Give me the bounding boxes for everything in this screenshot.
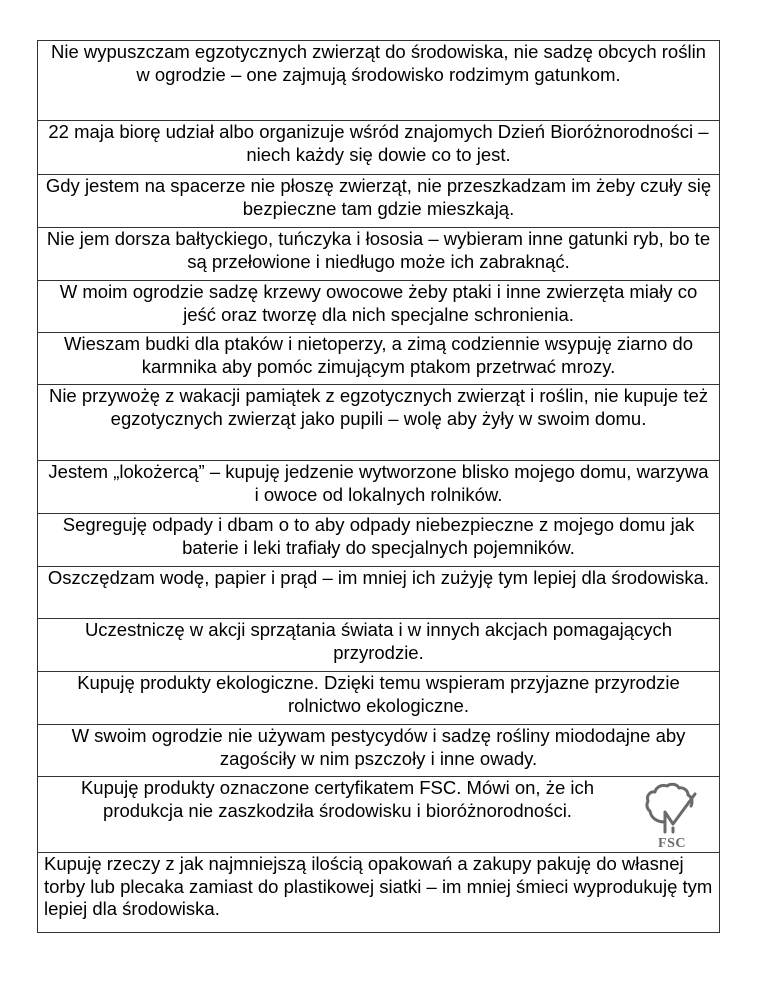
fsc-logo xyxy=(643,782,701,852)
pledge-text: Nie jem dorsza bałtyckiego, tuńczyka i łososia – wybieram inne gatunki ryb, bo te są przełowione i niedługo może ich zabraknąć. xyxy=(46,228,711,272)
pledge-row xyxy=(38,566,719,618)
pledge-text: Gdy jestem na spacerze nie płoszę zwierząt, nie przeszkadzam im żeby czuły się bezpieczne tam gdzie mieszkają. xyxy=(45,175,712,219)
pledge-text: Uczestniczę w akcji sprzątania świata i w innych akcjach pomagających przyrodzie. xyxy=(84,619,673,663)
pledge-row xyxy=(38,513,719,566)
pledge-text: Kupuję produkty ekologiczne. Dzięki temu wspieram przyjazne przyrodzie rolnictwo ekologiczne. xyxy=(77,672,680,716)
pledge-row xyxy=(38,852,719,932)
pledge-text: 22 maja biorę udział albo organizuje wśród znajomych Dzień Bioróżnorodności – niech każdy się dowie co to jest. xyxy=(48,121,709,165)
pledge-row xyxy=(38,120,719,174)
pledge-text: Oszczędzam wodę, papier i prąd – im mniej ich zużyję tym lepiej dla środowiska. xyxy=(47,567,710,588)
pledge-text: W moim ogrodzie sadzę krzewy owocowe żeby ptaki i inne zwierzęta miały co jeść oraz tworzę dla nich specjalne schronienia. xyxy=(59,281,698,325)
fsc-label: FSC xyxy=(658,836,686,851)
pledge-text: Nie przywożę z wakacji pamiątek z egzotycznych zwierząt i roślin, nie kupuje też egzotycznych zwierząt jako pupili – wolę aby żyły w swoim domu. xyxy=(48,385,709,429)
pledge-text: Kupuję produkty oznaczone certyfikatem FSC. Mówi on, że ich produkcja nie zaszkodziła środowisku i bioróżnorodności. xyxy=(80,777,595,821)
pledge-text: Wieszam budki dla ptaków i nietoperzy, a zimą codziennie wsypuję ziarno do karmnika aby pomóc zimującym ptakom przetrwać mrozy. xyxy=(64,333,693,377)
pledge-table xyxy=(37,40,720,933)
pledge-row xyxy=(38,227,719,280)
pledge-row xyxy=(38,724,719,776)
pledge-row xyxy=(38,41,719,120)
pledge-text: W swoim ogrodzie nie używam pestycydów i sadzę rośliny miododajne aby zagościły w nim pszczoły i inne owady. xyxy=(71,725,686,769)
pledge-row-fsc xyxy=(38,776,719,852)
pledge-text: Nie wypuszczam egzotycznych zwierząt do środowiska, nie sadzę obcych roślin w ogrodzie – one zajmują środowisko rodzimym gatunkom. xyxy=(51,41,706,85)
pledge-text: Jestem „lokożercą” – kupuję jedzenie wytworzone blisko mojego domu, warzywa i owoce od lokalnych rolników. xyxy=(48,461,709,505)
pledge-row xyxy=(38,280,719,332)
pledge-row xyxy=(38,332,719,384)
pledge-text: Kupuję rzeczy z jak najmniejszą ilością opakowań a zakupy pakuję do własnej torby lub plecaka zamiast do plastikowej siatki – im mniej śmieci wyprodukuję tym lepiej dla środowiska. xyxy=(44,853,713,919)
pledge-row xyxy=(38,384,719,460)
pledge-row xyxy=(38,174,719,227)
fsc-tree-checkmark-icon xyxy=(643,782,701,834)
pledge-text: Segreguję odpady i dbam o to aby odpady niebezpieczne z mojego domu jak baterie i leki trafiały do specjalnych pojemników. xyxy=(62,514,695,558)
pledge-row xyxy=(38,618,719,671)
pledge-row xyxy=(38,671,719,724)
pledge-row xyxy=(38,460,719,513)
